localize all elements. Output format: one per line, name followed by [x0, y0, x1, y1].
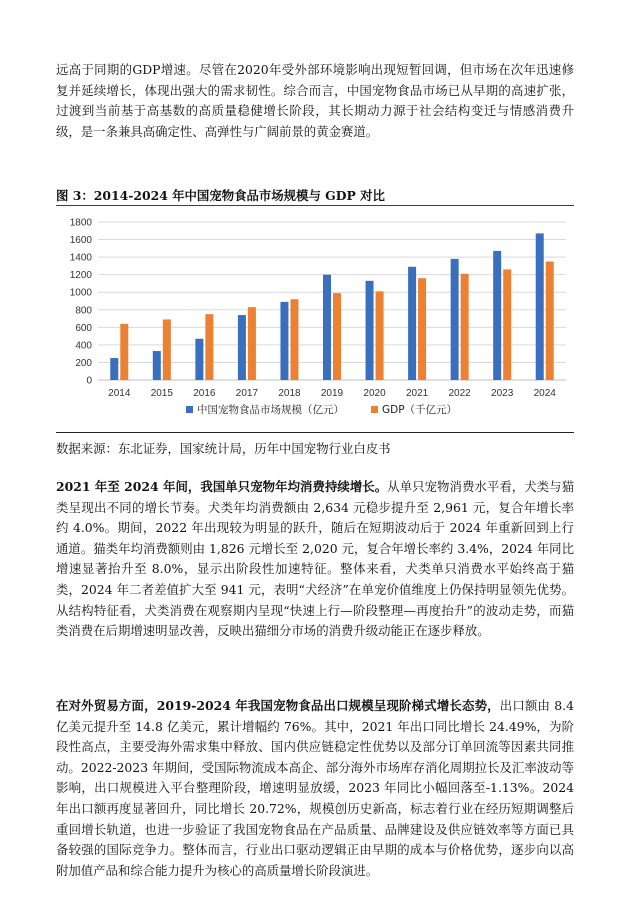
intro-paragraph: 远高于同期的GDP增速。尽管在2020年受外部环境影响出现短暂回调，但市场在次年迅速修复并延续增长，体现出强大的需求韧性。综合而言，中国宠物食品市场已从早期的高速扩张，过渡到当前基于高基数的高质量稳健增长阶段，其长期动力源于社会结构变迁与情感消费升级，是一条兼具高确定性、高弹性与广阔前景的黄金赛道。 — [56, 62, 574, 139]
y-tick-label: 0 — [86, 375, 92, 387]
y-tick-label: 200 — [75, 357, 92, 369]
export-lead: 在对外贸易方面，2019-2024 年我国宠物食品出口规模呈现阶梯式增长态势， — [56, 698, 500, 713]
y-axis-ticks — [70, 218, 93, 387]
bar-pet-food-market — [195, 339, 203, 380]
y-tick-label: 400 — [75, 340, 92, 352]
x-tick-label: 2015 — [150, 388, 173, 399]
bar-gdp — [120, 324, 128, 380]
bar-pet-food-market — [323, 275, 331, 380]
y-tick-label: 1400 — [69, 252, 92, 264]
bar-gdp — [376, 291, 384, 380]
bar-gdp — [418, 278, 426, 380]
bar-pet-food-market — [408, 267, 416, 380]
legend-swatch — [371, 406, 378, 413]
bar-pet-food-market — [493, 251, 501, 380]
chart-legend — [186, 403, 457, 416]
legend-label: GDP（千亿元） — [382, 404, 458, 416]
bar-pet-food-market — [366, 281, 374, 380]
bar-gdp — [163, 319, 171, 380]
consumption-paragraph — [56, 477, 574, 642]
export-body: 出口额由 8.4 亿美元提升至 14.8 亿美元，累计增幅约 76%。其中，2021 年出口同比增长 24.49%，为阶段性高点，主要受海外需求集中释放、国内供应链稳定性优势以及部分订单回流等因素共同推动。2022-2023 年期间，受国际物流成本高企、部分海外市场库存消化周期拉长及汇率波动等影响，出口规模进入平台整理阶段，增速明显放缓，2023 年同比小幅回落至-1.13%。2024 年出口额再度显著回升，同比增长 20.72%，规模创历史新高，标志着行业在经历短期调整后重回增长轨道，也进一步验证了我国宠物食品在产品质量、品牌建设及供应链效率等方面已具备较强的国际竞争力。整体而言，行业出口驱动逻辑正由早期的成本与价格优势，逐步向以高附加值产品和综合能力提升为核心的高质量增长阶段演进。 — [56, 698, 574, 878]
consumption-body: 从单只宠物消费水平看，犬类与猫类呈现出不同的增长节奏。犬类年均消费额由 2,634 元稳步提升至 2,961 元，复合年增长率约 4.0%。期间，2022 年出现较为明显的跃升，随后在短期波动后于 2024 年重新回到上行通道。猫类年均消费额则由 1,826 元增长至 2,020 元，复合年增长率约 3.4%，2024 年同比增速显著抬升至 8.0%，显示出阶段性加速特征。整体来看，犬类单只消费水平始终高于猫类，2024 年二者差值扩大至 941 元，表明“犬经济”在单宠价值维度上仍保持明显领先优势。从结构特征看，犬类消费在观察期内呈现“快速上行—阶段整理—再度抬升”的波动走势，而猫类消费在后期增速明显改善，反映出猫细分市场的消费升级动能正在逐步释放。 — [56, 479, 575, 639]
figure-bottom-rule — [56, 432, 574, 433]
x-tick-label: 2024 — [533, 388, 556, 399]
bar-pet-food-market — [238, 315, 246, 380]
figure-title-rule — [56, 205, 574, 206]
y-tick-label: 600 — [75, 322, 92, 334]
x-axis-ticks — [108, 388, 556, 399]
x-tick-label: 2022 — [448, 388, 471, 399]
bar-gdp — [290, 299, 298, 380]
x-tick-label: 2020 — [363, 388, 386, 399]
x-tick-label: 2017 — [235, 388, 259, 399]
bar-gdp — [503, 269, 511, 380]
x-tick-label: 2018 — [278, 388, 301, 399]
source-note: 数据来源：东北证券，国家统计局，历年中国宠物行业白皮书 — [56, 441, 391, 456]
y-tick-label: 1000 — [69, 287, 92, 299]
bar-pet-food-market — [451, 259, 459, 380]
y-tick-label: 1800 — [69, 217, 92, 229]
bar-pet-food-market — [280, 302, 288, 380]
x-tick-label: 2014 — [108, 388, 131, 399]
bar-gdp — [333, 293, 341, 380]
bar-gdp — [248, 307, 256, 380]
x-tick-label: 2021 — [405, 388, 429, 399]
bar-gdp — [205, 314, 213, 380]
x-tick-label: 2023 — [491, 388, 514, 399]
bar-pet-food-market — [153, 351, 161, 380]
y-tick-label: 1600 — [69, 235, 92, 247]
bar-gdp — [546, 262, 554, 381]
market-gdp-bar-chart — [56, 210, 574, 430]
bar-pet-food-market — [536, 233, 544, 380]
figure-title: 图 3：2014-2024 年中国宠物食品市场规模与 GDP 对比 — [56, 188, 385, 203]
legend-swatch — [186, 406, 193, 413]
y-tick-label: 1200 — [69, 270, 92, 282]
export-paragraph — [56, 696, 574, 881]
bar-pet-food-market — [110, 358, 118, 380]
y-tick-label: 800 — [75, 305, 92, 317]
legend-label: 中国宠物食品市场规模（亿元） — [197, 404, 344, 416]
chart-bars — [110, 233, 553, 380]
x-tick-label: 2016 — [193, 388, 216, 399]
consumption-lead: 2021 年至 2024 年间，我国单只宠物年均消费持续增长。 — [56, 479, 388, 494]
x-tick-label: 2019 — [320, 388, 344, 399]
bar-gdp — [461, 274, 469, 380]
